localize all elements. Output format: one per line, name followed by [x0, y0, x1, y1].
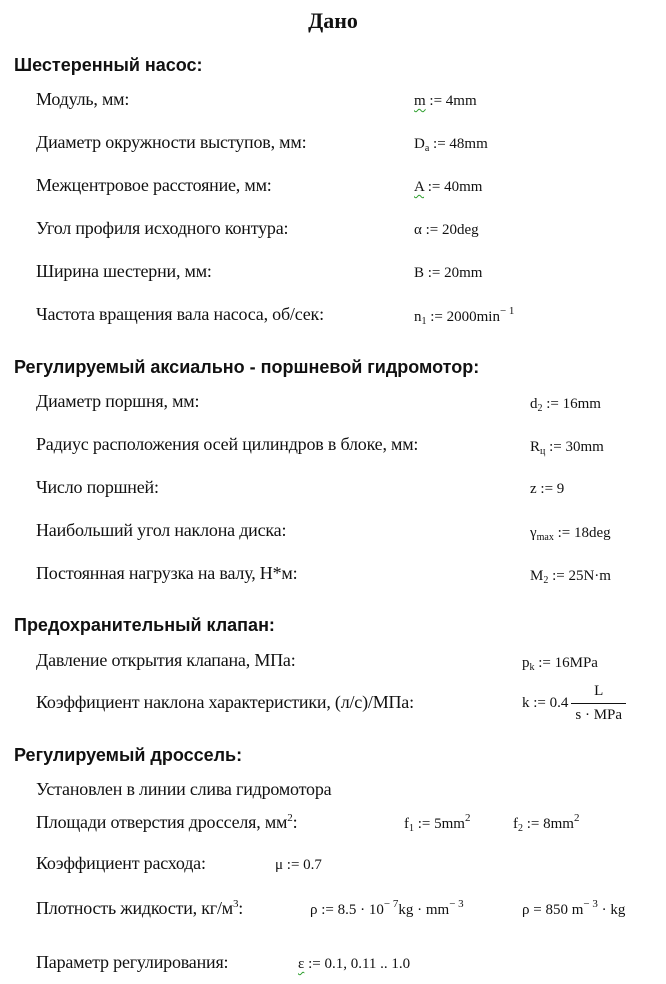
label-discharge-coefficient: Коэффициент расхода:	[36, 853, 206, 873]
label-opening-pressure: Давление открытия клапана, МПа:	[36, 650, 296, 670]
formula-area-f2: $f_2$ := $8mm^2$	[513, 812, 580, 834]
formula-regulation-parameter: ε := 0.1, 0.11 .. 1.0	[298, 956, 411, 972]
formula-cylinder-radius: $R_ц$ := 30mm	[530, 439, 604, 457]
label-piston-count: Число поршней:	[36, 477, 159, 497]
section-heading-throttle: Регулируемый дроссель:	[14, 745, 243, 765]
section-heading-gear-pump: Шестеренный насос:	[14, 55, 203, 75]
formula-piston-count: z := 9	[530, 481, 565, 497]
label-regulation-parameter: Параметр регулирования:	[36, 952, 229, 972]
formula-profile-angle: α := 20deg	[414, 222, 479, 238]
formula-tip-diameter: $D_a$ := 48mm	[414, 136, 488, 154]
formula-max-disk-angle: $\gamma_{max}$ := 18deg	[530, 525, 611, 543]
label-gear-width: Ширина шестерни, мм:	[36, 261, 212, 281]
section-heading-piston-motor: Регулируемый аксиально - поршневой гидромотор:	[14, 357, 480, 377]
formula-center-distance: A := 40mm	[414, 179, 483, 195]
formula-area-f1: $f_1$ := $5mm^2$	[404, 812, 471, 834]
label-cylinder-radius: Радиус расположения осей цилиндров в блоке, мм:	[36, 434, 419, 454]
formula-gear-width: B := 20mm	[414, 265, 483, 281]
formula-piston-diameter: $d_2$ := 16mm	[530, 396, 601, 414]
formula-module: m := 4mm	[414, 93, 477, 109]
label-max-disk-angle: Наибольший угол наклона диска:	[36, 520, 287, 540]
label-slope-coefficient: Коэффициент наклона характеристики, (л/с)/МПа:	[36, 692, 414, 712]
label-center-distance: Межцентровое расстояние, мм:	[36, 175, 272, 195]
formula-density-result: ρ = 850 $m^{- 3}$ · kg	[522, 898, 626, 918]
label-density: Плотность жидкости, $кг/м^3$:	[36, 898, 244, 918]
label-tip-diameter: Диаметр окружности выступов, мм:	[36, 132, 307, 152]
formula-discharge-coefficient: μ := 0.7	[275, 857, 322, 873]
section-heading-relief-valve: Предохранительный клапан:	[14, 615, 275, 635]
unit-fraction: $\frac{L}{\text{s · MPa}}$	[571, 683, 626, 724]
formula-shaft-load: $M_2$ := 25N·m	[530, 568, 611, 586]
formula-slope-coefficient: k := 0.4 $\frac{L}{\text{s · MPa}}$	[522, 683, 626, 724]
formula-shaft-speed: $n_1$ := $2000\min^{- 1}$	[414, 305, 515, 327]
throttle-note: Установлен в линии слива гидромотора	[36, 779, 332, 799]
label-shaft-speed: Частота вращения вала насоса, об/сек:	[36, 304, 324, 324]
label-orifice-area: Площади отверстия дросселя, $мм^2$:	[36, 812, 298, 832]
formula-opening-pressure: $p_k$ := 16MPa	[522, 655, 598, 673]
label-profile-angle: Угол профиля исходного контура:	[36, 218, 289, 238]
label-shaft-load: Постоянная нагрузка на валу, Н*м:	[36, 563, 298, 583]
label-piston-diameter: Диаметр поршня, мм:	[36, 391, 200, 411]
page-title: Дано	[308, 8, 358, 33]
label-module: Модуль, мм:	[36, 89, 130, 109]
formula-density-assign: ρ := $8.5 \cdot 10^{- 7}kg \cdot mm^{- 3}$	[310, 898, 464, 918]
